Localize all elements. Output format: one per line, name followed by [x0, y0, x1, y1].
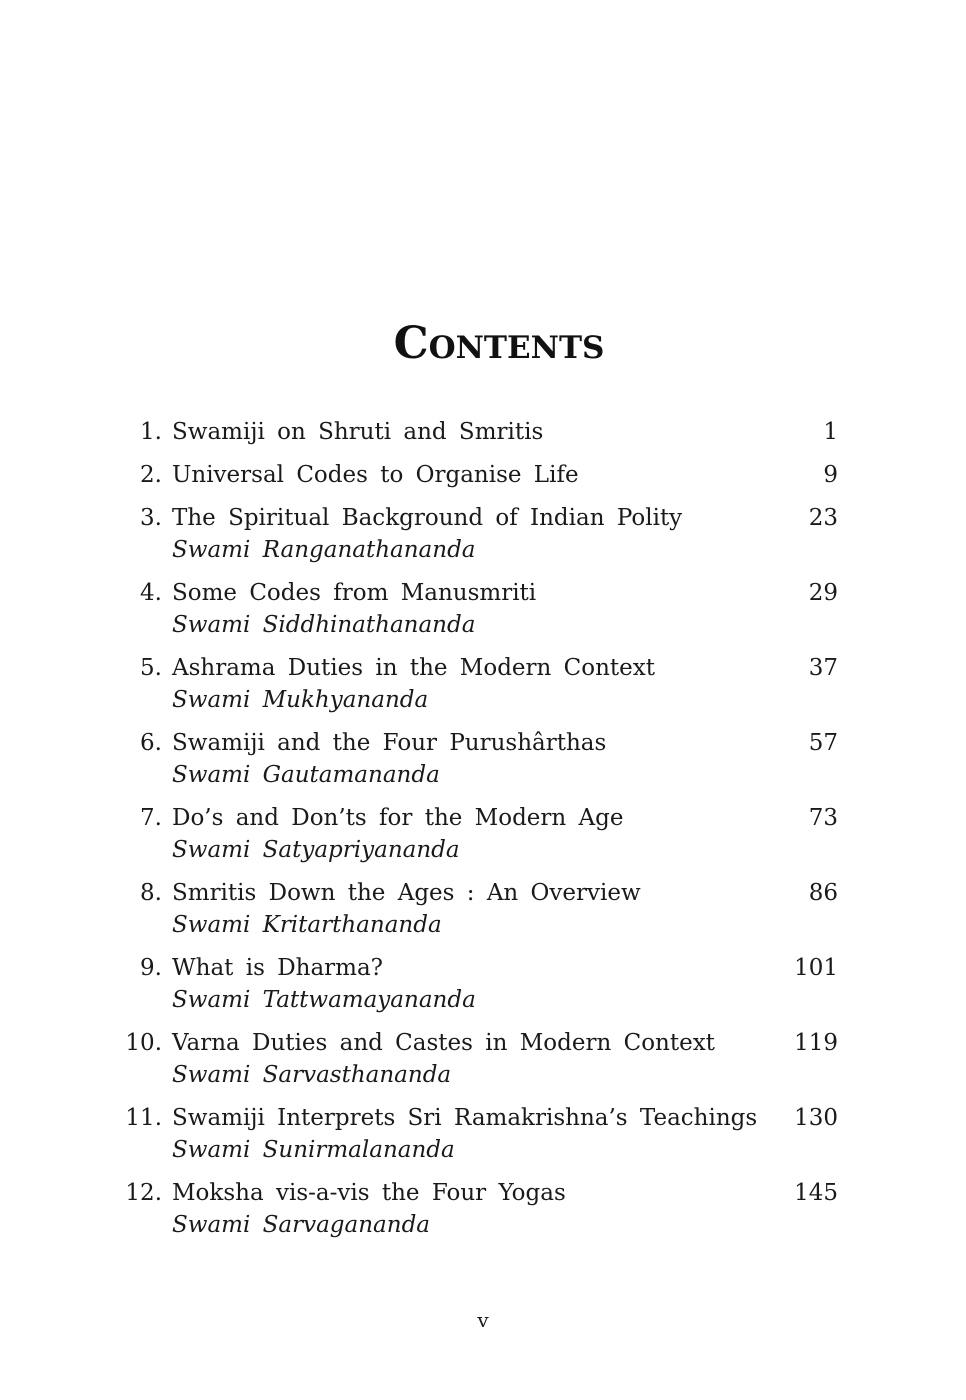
table-of-contents [0, 414, 966, 1250]
entry-number: 5. [140, 655, 162, 681]
entry-title: Do’s and Don’ts for the Modern Age [172, 805, 624, 831]
entry-author: Swami Gautamananda [172, 762, 440, 788]
toc-entry [0, 500, 966, 575]
toc-entry [0, 1100, 966, 1175]
entry-page-number: 119 [794, 1030, 838, 1056]
entry-author: Swami Sarvasthananda [172, 1062, 452, 1088]
entry-page-number: 23 [808, 505, 838, 531]
toc-entry [0, 1175, 966, 1250]
entry-title: Smritis Down the Ages : An Overview [172, 880, 641, 906]
entry-author: Swami Mukhyananda [172, 687, 429, 713]
entry-page-number: 86 [808, 880, 838, 906]
entry-author: Swami Ranganathananda [172, 537, 476, 563]
entry-page-number: 1 [823, 419, 838, 445]
toc-entry [0, 650, 966, 725]
entry-title: Moksha vis-a-vis the Four Yogas [172, 1180, 566, 1206]
entry-page-number: 9 [823, 462, 838, 488]
entry-page-number: 37 [808, 655, 838, 681]
toc-entry [0, 414, 966, 457]
toc-entry [0, 800, 966, 875]
entry-page-number: 57 [808, 730, 838, 756]
entry-title: Swamiji and the Four Purushârthas [172, 730, 607, 756]
toc-entry [0, 1025, 966, 1100]
entry-number: 10. [125, 1030, 162, 1056]
entry-page-number: 101 [794, 955, 838, 981]
entry-author: Swami Kritarthananda [172, 912, 442, 938]
entry-number: 12. [125, 1180, 162, 1206]
entry-author: Swami Sarvagananda [172, 1212, 431, 1238]
entry-number: 3. [140, 505, 162, 531]
entry-number: 2. [140, 462, 162, 488]
entry-number: 8. [140, 880, 162, 906]
entry-page-number: 145 [794, 1180, 838, 1206]
entry-author: Swami Siddhinathananda [172, 612, 476, 638]
page-folio: v [477, 1308, 489, 1332]
toc-entry [0, 575, 966, 650]
entry-title: Universal Codes to Organise Life [172, 462, 579, 488]
entry-number: 9. [140, 955, 162, 981]
entry-page-number: 29 [808, 580, 838, 606]
toc-entry [0, 875, 966, 950]
entry-title: The Spiritual Background of Indian Polity [172, 505, 683, 531]
entry-title: What is Dharma? [172, 955, 384, 981]
toc-entry [0, 457, 966, 500]
entry-title: Ashrama Duties in the Modern Context [172, 655, 655, 681]
entry-number: 11. [125, 1105, 162, 1131]
entry-author: Swami Tattwamayananda [172, 987, 476, 1013]
entry-author: Swami Satyapriyananda [172, 837, 460, 863]
entry-title: Varna Duties and Castes in Modern Context [172, 1030, 715, 1056]
entry-number: 1. [140, 419, 162, 445]
entry-title: Some Codes from Manusmriti [172, 580, 537, 606]
toc-entry [0, 950, 966, 1025]
entry-page-number: 130 [794, 1105, 838, 1131]
entry-number: 4. [140, 580, 162, 606]
entry-title: Swamiji Interprets Sri Ramakrishna’s Teachings [172, 1105, 758, 1131]
toc-entry [0, 725, 966, 800]
entry-number: 6. [140, 730, 162, 756]
page-title: Contents [393, 318, 605, 369]
entry-author: Swami Sunirmalananda [172, 1137, 455, 1163]
entry-title: Swamiji on Shruti and Smritis [172, 419, 544, 445]
entry-number: 7. [140, 805, 162, 831]
entry-page-number: 73 [808, 805, 838, 831]
